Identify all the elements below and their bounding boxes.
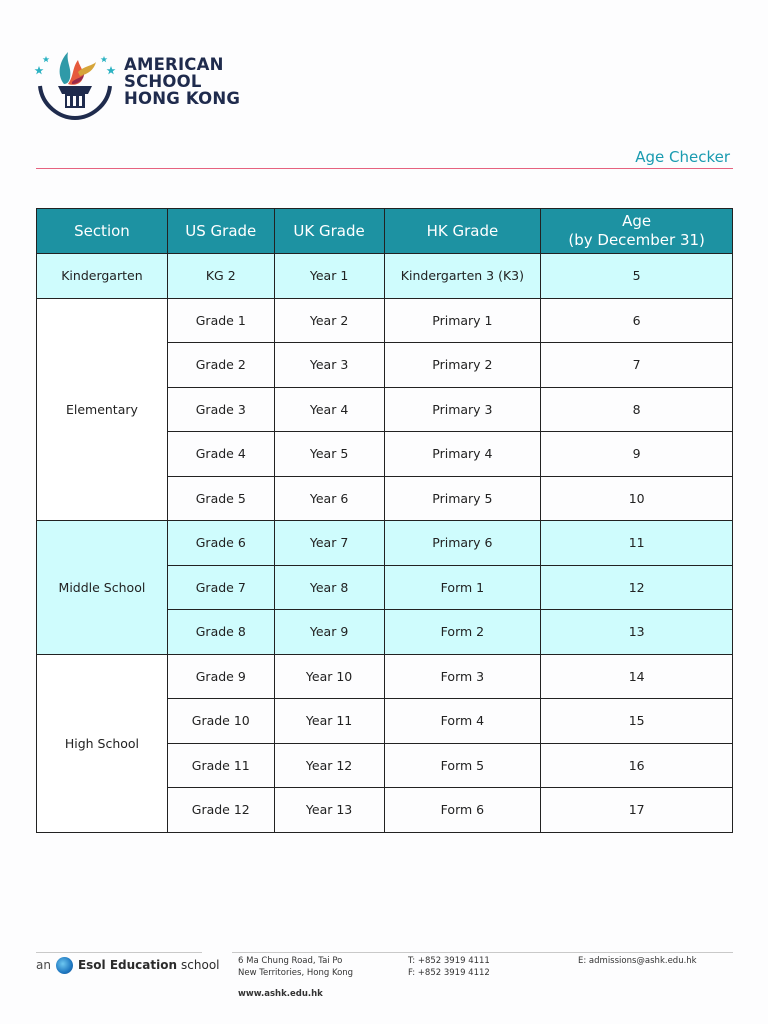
age-cell: 17 xyxy=(541,788,733,833)
esol-circle-icon xyxy=(56,957,73,974)
us-grade-cell: Grade 1 xyxy=(167,298,274,343)
hk-grade-cell: Primary 5 xyxy=(384,476,541,521)
us-grade-cell: Grade 12 xyxy=(167,788,274,833)
document-title: Age Checker xyxy=(635,148,730,166)
age-cell: 8 xyxy=(541,387,733,432)
age-cell: 10 xyxy=(541,476,733,521)
footer-website[interactable]: www.ashk.edu.hk xyxy=(238,989,323,999)
fax-number: F: +852 3919 4112 xyxy=(408,968,490,978)
uk-grade-cell: Year 5 xyxy=(274,432,384,477)
address-line-2: New Territories, Hong Kong xyxy=(238,968,354,978)
section-cell-kindergarten: Kindergarten xyxy=(37,254,168,299)
esol-suffix: school xyxy=(181,958,220,972)
us-grade-cell: Grade 10 xyxy=(167,699,274,744)
school-name-line-2: SCHOOL xyxy=(124,72,202,91)
footer-divider xyxy=(36,952,733,953)
header-section: Section xyxy=(37,209,168,254)
age-cell: 7 xyxy=(541,343,733,388)
header-us-grade: US Grade xyxy=(167,209,274,254)
footer-email[interactable]: E: admissions@ashk.edu.hk xyxy=(578,956,697,966)
esol-education-brand xyxy=(36,955,220,975)
table-row xyxy=(37,254,733,299)
us-grade-cell: Grade 4 xyxy=(167,432,274,477)
age-cell: 13 xyxy=(541,610,733,655)
age-cell: 5 xyxy=(541,254,733,299)
uk-grade-cell: Year 6 xyxy=(274,476,384,521)
age-cell: 6 xyxy=(541,298,733,343)
school-torch-logo-icon xyxy=(34,46,116,120)
school-logo xyxy=(34,46,254,120)
uk-grade-cell: Year 4 xyxy=(274,387,384,432)
table-row xyxy=(37,298,733,343)
hk-grade-cell: Primary 6 xyxy=(384,521,541,566)
us-grade-cell: Grade 3 xyxy=(167,387,274,432)
hk-grade-cell: Form 4 xyxy=(384,699,541,744)
age-cell: 16 xyxy=(541,743,733,788)
uk-grade-cell: Year 7 xyxy=(274,521,384,566)
footer-address xyxy=(238,955,353,979)
phone-number: T: +852 3919 4111 xyxy=(408,956,490,966)
footer-phones xyxy=(408,955,490,979)
school-name-line-1: AMERICAN xyxy=(124,55,224,74)
esol-prefix: an xyxy=(36,958,51,972)
hk-grade-cell: Primary 1 xyxy=(384,298,541,343)
title-divider xyxy=(36,168,733,169)
esol-brand-name: Esol Education xyxy=(77,958,178,972)
age-cell: 11 xyxy=(541,521,733,566)
age-cell: 12 xyxy=(541,565,733,610)
uk-grade-cell: Year 9 xyxy=(274,610,384,655)
hk-grade-cell: Primary 4 xyxy=(384,432,541,477)
header-age-line-2: (by December 31) xyxy=(568,231,705,249)
hk-grade-cell: Form 5 xyxy=(384,743,541,788)
us-grade-cell: Grade 6 xyxy=(167,521,274,566)
uk-grade-cell: Year 10 xyxy=(274,654,384,699)
table-row xyxy=(37,521,733,566)
school-name xyxy=(124,56,240,107)
hk-grade-cell: Form 2 xyxy=(384,610,541,655)
uk-grade-cell: Year 8 xyxy=(274,565,384,610)
hk-grade-cell: Primary 3 xyxy=(384,387,541,432)
uk-grade-cell: Year 2 xyxy=(274,298,384,343)
hk-grade-cell: Form 6 xyxy=(384,788,541,833)
header-age-line-1: Age xyxy=(622,212,652,230)
uk-grade-cell: Year 11 xyxy=(274,699,384,744)
table-header-row xyxy=(37,209,733,254)
uk-grade-cell: Year 12 xyxy=(274,743,384,788)
hk-grade-cell: Form 3 xyxy=(384,654,541,699)
hk-grade-cell: Primary 2 xyxy=(384,343,541,388)
age-cell: 14 xyxy=(541,654,733,699)
header-uk-grade: UK Grade xyxy=(274,209,384,254)
uk-grade-cell: Year 13 xyxy=(274,788,384,833)
us-grade-cell: Grade 11 xyxy=(167,743,274,788)
us-grade-cell: Grade 5 xyxy=(167,476,274,521)
us-grade-cell: Grade 9 xyxy=(167,654,274,699)
age-cell: 15 xyxy=(541,699,733,744)
header-age xyxy=(541,209,733,254)
hk-grade-cell: Form 1 xyxy=(384,565,541,610)
footer-divider-gap xyxy=(202,950,232,954)
section-cell-elementary: Elementary xyxy=(37,298,168,521)
school-name-line-3: HONG KONG xyxy=(124,89,241,108)
us-grade-cell: Grade 7 xyxy=(167,565,274,610)
section-cell-high-school: High School xyxy=(37,654,168,832)
age-checker-table xyxy=(36,208,733,833)
table-row xyxy=(37,654,733,699)
section-cell-middle-school: Middle School xyxy=(37,521,168,655)
us-grade-cell: Grade 8 xyxy=(167,610,274,655)
age-cell: 9 xyxy=(541,432,733,477)
uk-grade-cell: Year 1 xyxy=(274,254,384,299)
us-grade-cell: Grade 2 xyxy=(167,343,274,388)
us-grade-cell: KG 2 xyxy=(167,254,274,299)
uk-grade-cell: Year 3 xyxy=(274,343,384,388)
hk-grade-cell: Kindergarten 3 (K3) xyxy=(384,254,541,299)
address-line-1: 6 Ma Chung Road, Tai Po xyxy=(238,956,343,966)
header-hk-grade: HK Grade xyxy=(384,209,541,254)
